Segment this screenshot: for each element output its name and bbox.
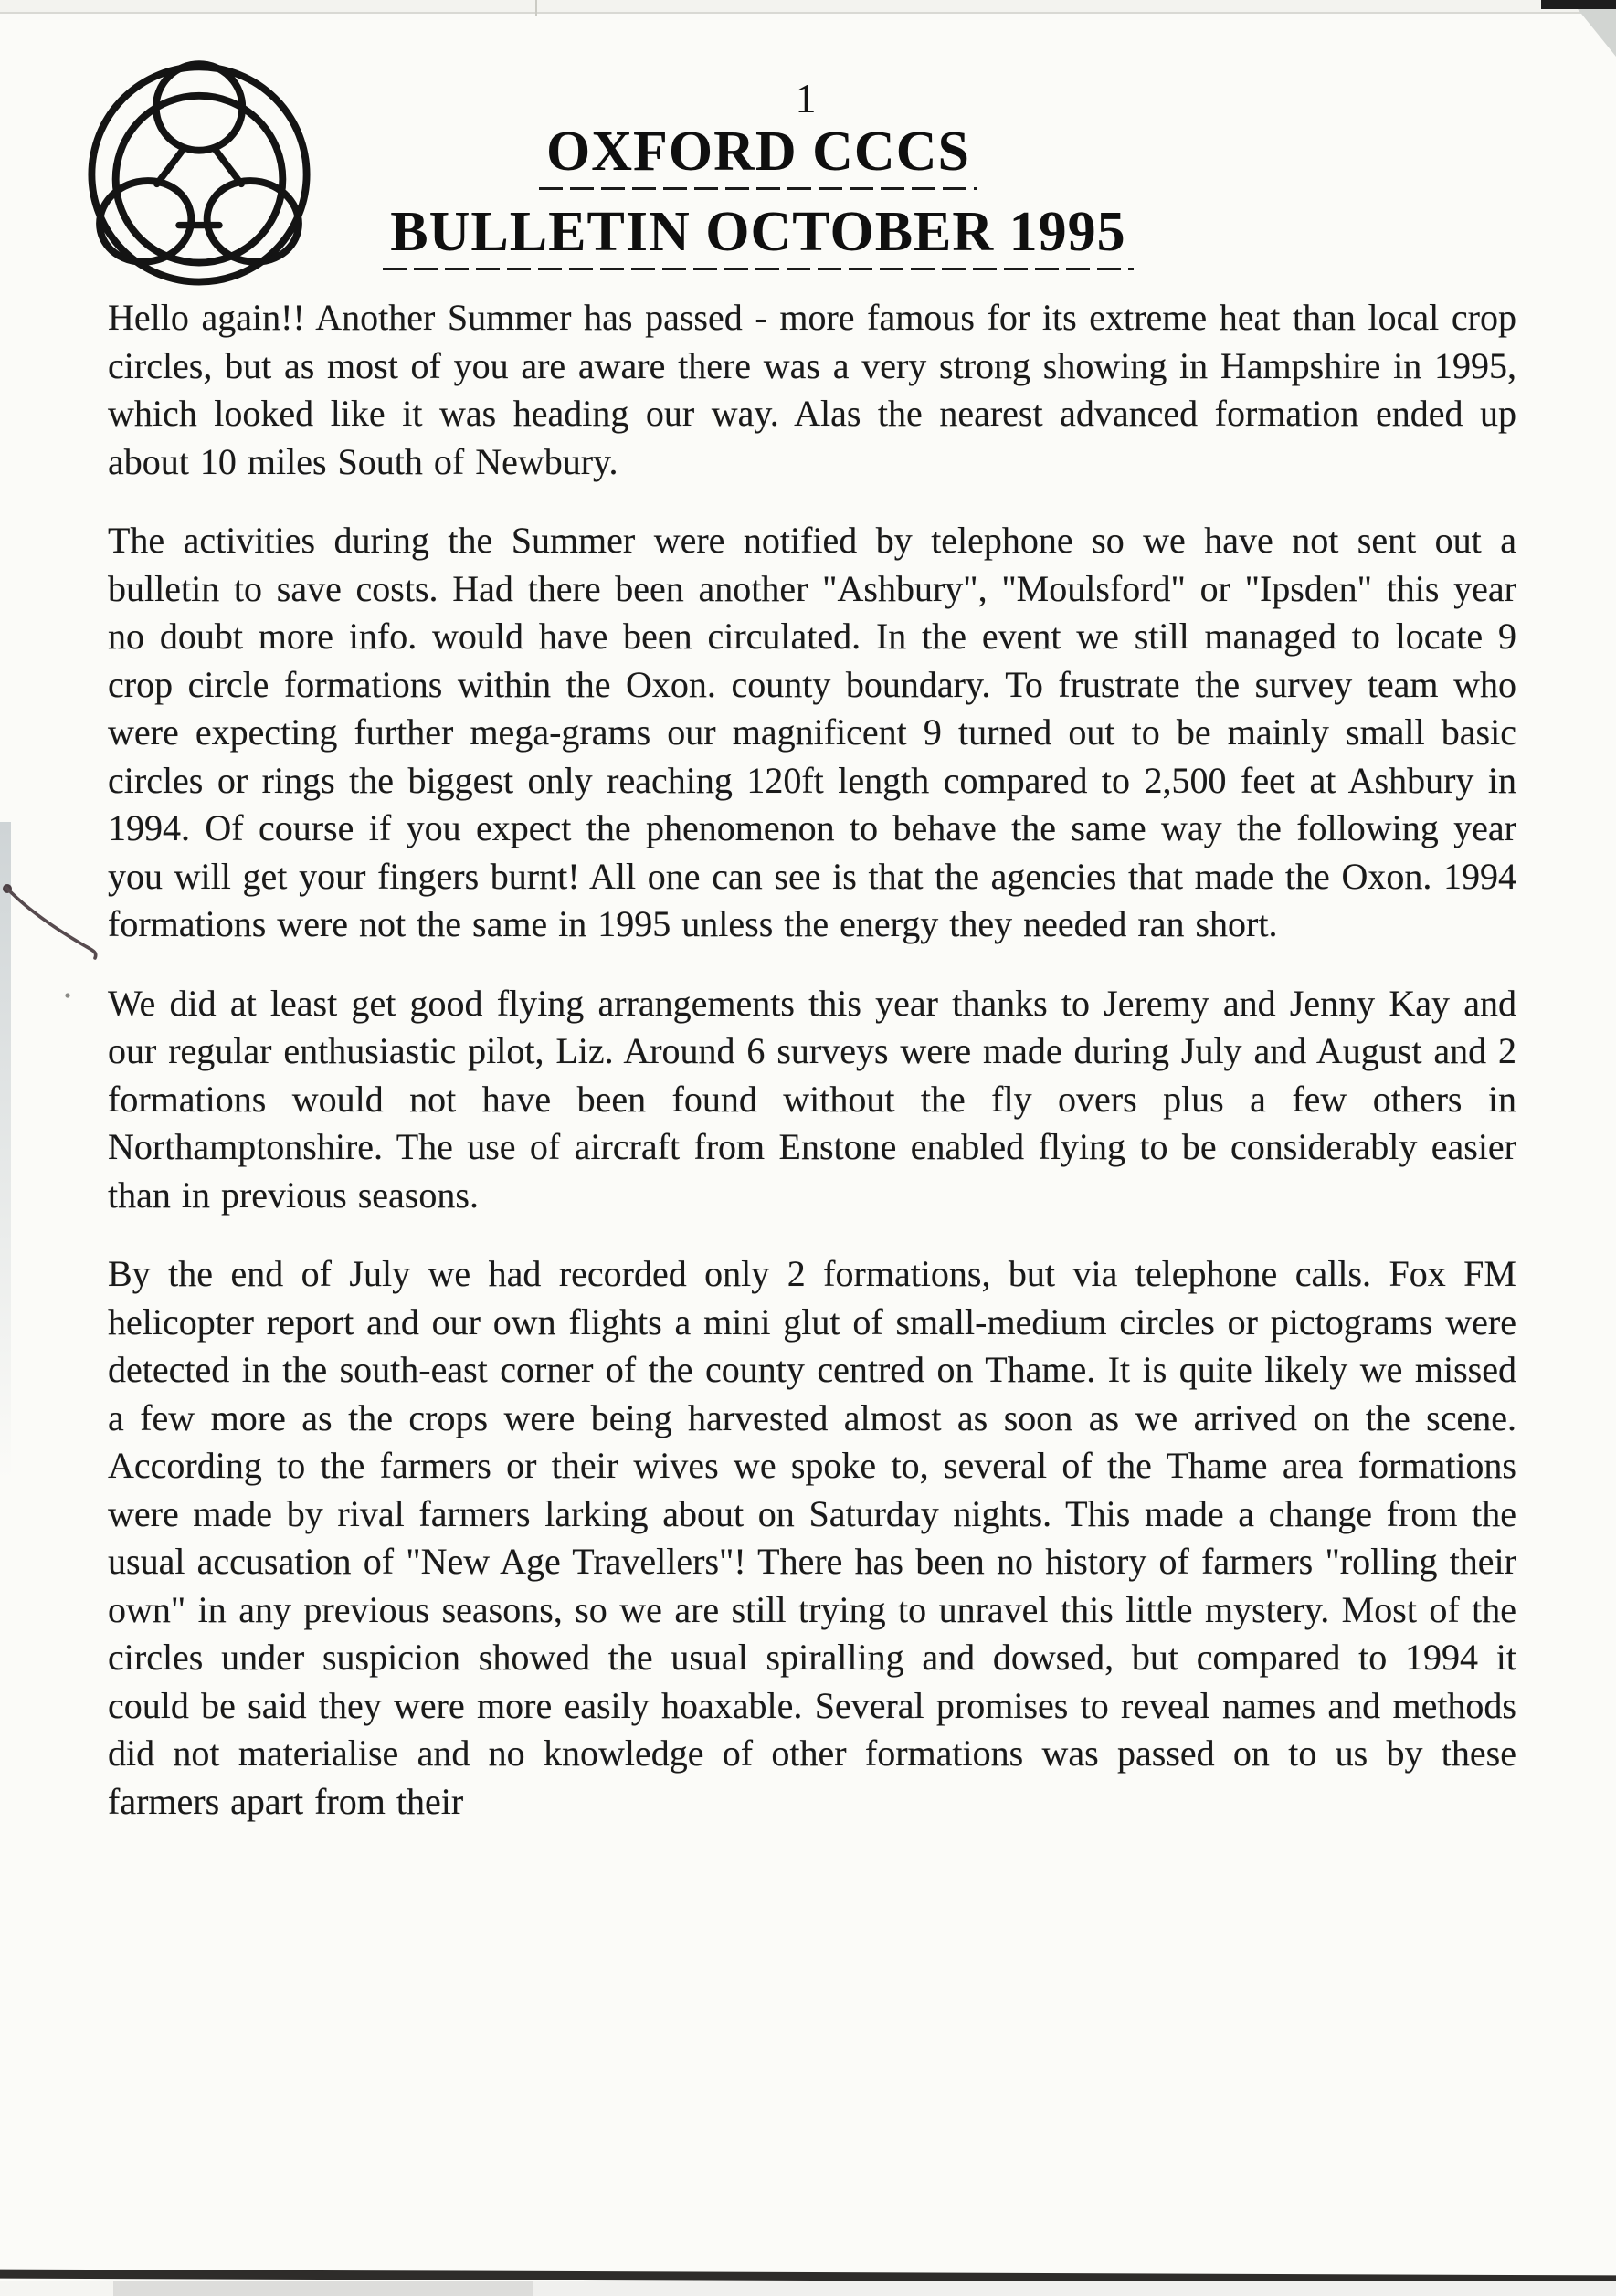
scan-artifact-top-shadow-line <box>0 12 1616 14</box>
bulletin-title-line2: BULLETIN OCTOBER 1995 <box>383 203 1133 270</box>
paragraph-4: By the end of July we had recorded only 2 formations, but via telephone calls. Fox FM helicopter report and our own flights a mini glut of small-medium circles or pictograms were detected in the south-east corner of the county centred on Thame. It is quite likely we missed a few more as the crops were being harvested almost as soon as we arrived on the scene. According to the farmers or their wives we spoke to, several of the Thame area formations were made by rival farmers larking about on Saturday nights. This made a change from the usual accusation of "New Age Travellers"! There has been no history of farmers "rolling their own" in any previous seasons, so we are still trying to unravel this little mystery. Most of the circles under suspicion showed the usual spiralling and dowsed, but compared to 1994 it could be said they were more easily hoaxable. Several promises to reveal names and methods did not materialise and no knowledge of other formations was passed on to us by these farmers apart from their <box>108 1253 1516 1822</box>
page-number: 1 <box>795 75 817 121</box>
scan-artifact-top-strip <box>0 0 1616 12</box>
scan-artifact-vertical-line <box>535 0 537 16</box>
scan-artifact-bottom-strip <box>0 2281 1616 2296</box>
bulletin-title-line2-wrap <box>0 203 1516 270</box>
scan-artifact-corner-bar <box>1541 0 1616 9</box>
paragraph-2: The activities during the Summer were notified by telephone so we have not sent out a bulletin to save costs. Had there been another "Ashbury", "Moulsford" or "Ipsden" this year no doubt more info. would have been circulated. In the event we still managed to locate 9 crop circle formations within the Oxon. county boundary. To frustrate the survey team who were expecting further mega-grams our magnificent 9 turned out to be mainly small basic circles or rings the biggest only reaching 120ft length compared to 2,500 feet at Ashbury in 1994. Of course if you expect the phenomenon to behave the same way the following year you will get your fingers burnt! All one can see is that the agencies that made the Oxon. 1994 formations were not the same in 1995 unless the energy they needed ran short. <box>108 520 1516 944</box>
bulletin-heading <box>0 77 1516 283</box>
bulletin-body <box>108 294 1516 1857</box>
scan-artifact-corner-wedge <box>1578 9 1616 57</box>
bulletin-title-line1: OXFORD CCCS <box>539 122 977 190</box>
bulletin-title-line1-wrap <box>0 122 1516 190</box>
paragraph-1: Hello again!! Another Summer has passed - more famous for its extreme heat than local crop circles, but as most of you are aware there was a very strong showing in Hampshire in 1995, which looked like it was heading our way. Alas the nearest advanced formation ended up about 10 miles South of Newbury. <box>108 297 1516 482</box>
pen-mark-annotation <box>0 860 164 1016</box>
paragraph-3: We did at least get good flying arrangements this year thanks to Jeremy and Jenny Kay and our regular enthusiastic pilot, Liz. Around 6 surveys were made during July and August and 2 formations would not have been found without the fly overs plus a few others in Northamptonshire. The use of aircraft from Enstone enabled flying to be considerably easier than in previous seasons. <box>108 982 1516 1216</box>
